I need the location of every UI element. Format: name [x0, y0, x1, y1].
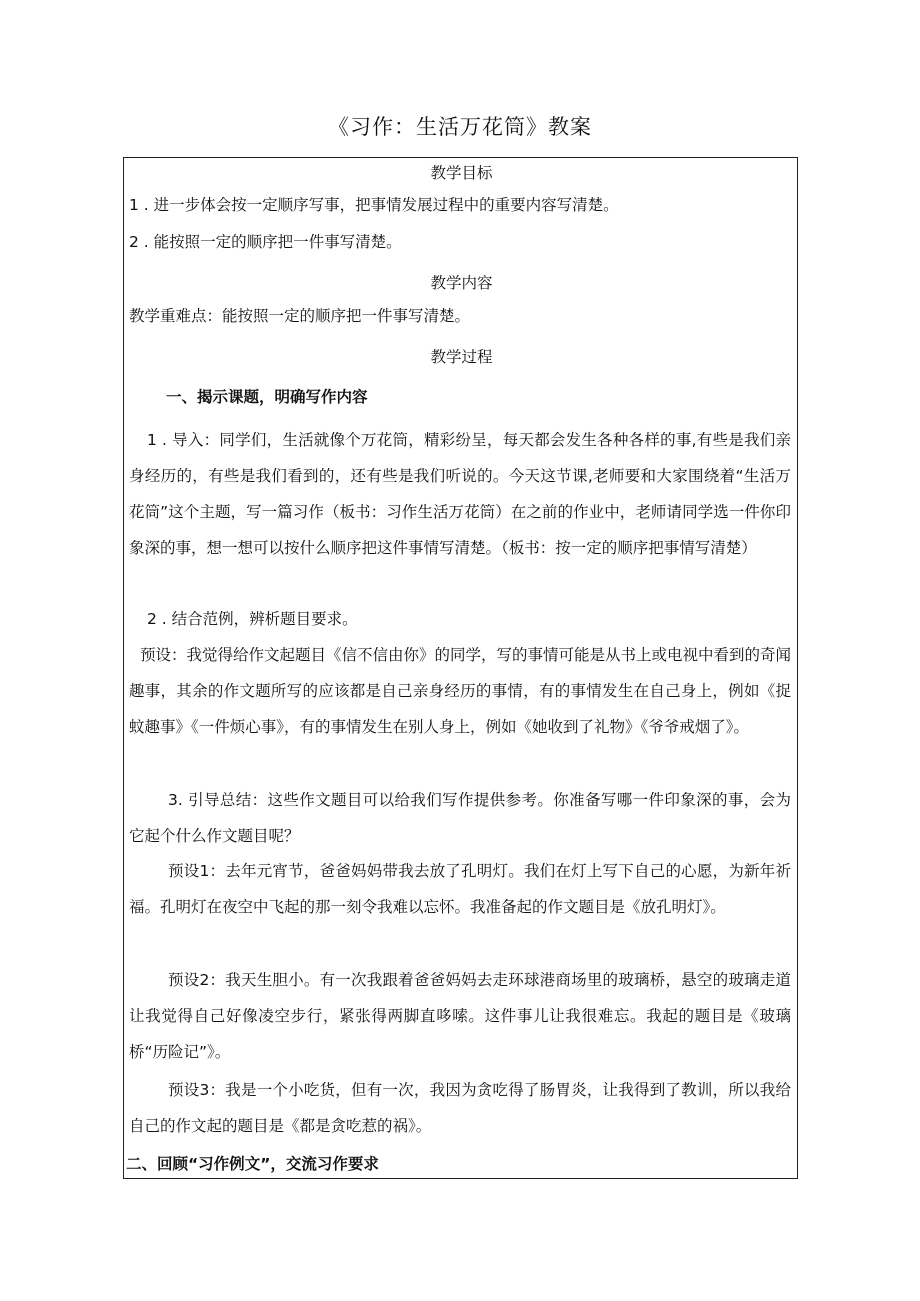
preset-1-paragraph: 预设1：去年元宵节，爸爸妈妈带我去放了孔明灯。我们在灯上写下自己的心愿，为新年祈福。孔明灯在夜空中飞起的那一刻令我难以忘怀。我准备起的作文题目是《放孔明灯》。	[129, 862, 791, 916]
part-2-heading: 二、回顾“习作例文”，交流习作要求	[126, 1155, 379, 1173]
preset-2-paragraph: 预设2：我天生胆小。有一次我跟着爸爸妈妈去走环球港商场里的玻璃桥，悬空的玻璃走道让我觉得自己好像凌空步行，紧张得两脚直哆嗦。这件事儿让我很难忘。我起的题目是《玻璃桥“历险记”》。	[129, 971, 791, 1061]
key-point: 教学重难点：能按照一定的顺序把一件事写清楚。	[129, 307, 471, 325]
step-2: 2 . 结合范例，辨析题目要求。	[147, 610, 358, 628]
content-heading: 教学内容	[430, 274, 493, 292]
lesson-plan-table	[123, 157, 798, 1179]
process-heading: 教学过程	[430, 348, 493, 366]
preset-0-paragraph: 预设：我觉得给作文起题目《信不信由你》的同学，写的事情可能是从书上或电视中看到的奇闻趣事，其余的作文题所写的应该都是自己亲身经历的事情，有的事情发生在自己身上，例如《捉蚊趣事》《一件烦心事》，有的事情发生在别人身上，例如《她收到了礼物》《爷爷戒烟了》。	[129, 646, 792, 736]
document-title: 《习作：生活万花筒》教案	[328, 115, 592, 139]
preset-3-paragraph: 预设3：我是一个小吃货，但有一次，我因为贪吃得了肠胃炎，让我得到了教训，所以我给自己的作文起的题目是《都是贪吃惹的祸》。	[129, 1081, 791, 1135]
goal-2: 2 . 能按照一定的顺序把一件事写清楚。	[129, 233, 402, 251]
step-1-paragraph: 1 . 导入：同学们，生活就像个万花筒，精彩纷呈，每天都会发生各种各样的事,有些是我们亲身经历的，有些是我们看到的，还有些是我们听说的。今天这节课,老师要和大家围绕着“生活万花筒”这个主题，写一篇习作（板书：习作生活万花筒）在之前的作业中，老师请同学选一件你印象深的事，想一想可以按什么顺序把这件事情写清楚。（板书：按一定的顺序把事情写清楚）	[129, 431, 791, 557]
part-1-heading: 一、揭示课题，明确写作内容	[166, 388, 368, 406]
goal-1: 1 . 进一步体会按一定顺序写事，把事情发展过程中的重要内容写清楚。	[129, 196, 619, 214]
step-3-paragraph: 3. 引导总结：这些作文题目可以给我们写作提供参考。你准备写哪一件印象深的事，会为它起个什么作文题目呢？	[129, 791, 791, 845]
goals-heading: 教学目标	[430, 164, 493, 182]
